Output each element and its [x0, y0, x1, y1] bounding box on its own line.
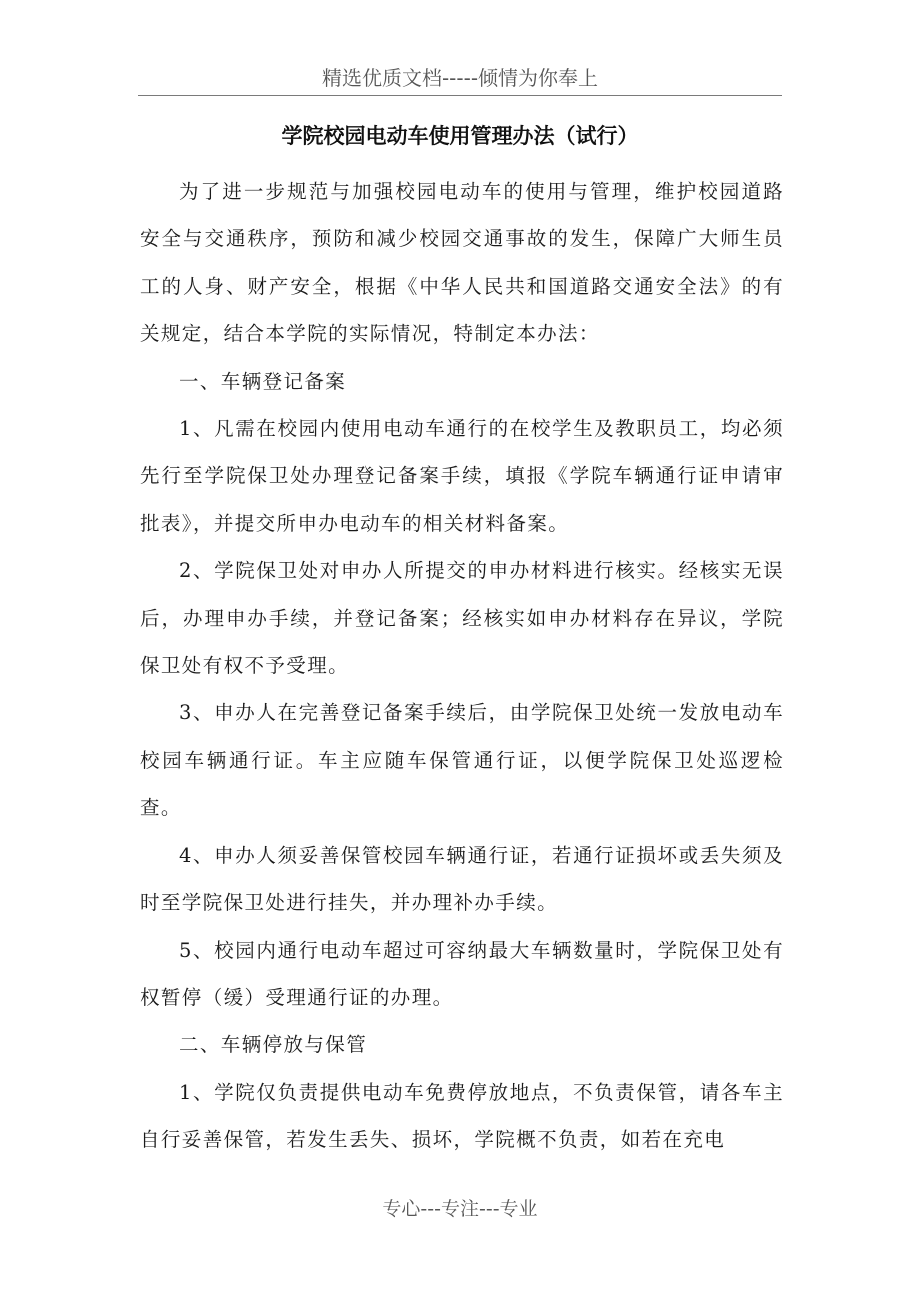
clause-paragraph: 4、申办人须妥善保管校园车辆通行证，若通行证损坏或丢失须及时至学院保卫处进行挂失，并办理补办手续。: [140, 843, 784, 915]
header-divider: [138, 95, 782, 96]
page-footer: 专心---专注---专业: [382, 1198, 538, 1220]
document-title: 学院校园电动车使用管理办法（试行）: [281, 124, 639, 148]
document-body: [140, 168, 784, 1164]
clause-paragraph: 1、学院仅负责提供电动车免费停放地点，不负责保管，请各车主自行妥善保管，若发生丢失、损坏，学院概不负责，如若在充电: [140, 1080, 784, 1152]
clause-paragraph: 5、校园内通行电动车超过可容纳最大车辆数量时，学院保卫处有权暂停（缓）受理通行证的办理。: [140, 938, 784, 1009]
section-heading-registration: 一、车辆登记备案: [179, 369, 347, 393]
section-heading-parking: 二、车辆停放与保管: [179, 1033, 368, 1057]
page-header: 精选优质文档-----倾情为你奉上: [321, 66, 599, 90]
intro-paragraph: 为了进一步规范与加强校园电动车的使用与管理，维护校园道路安全与交通秩序，预防和减少校园交通事故的发生，保障广大师生员工的人身、财产安全，根据《中华人民共和国道路交通安全法》的有关规定，结合本学院的实际情况，特制定本办法：: [140, 180, 784, 346]
clause-paragraph: 2、学院保卫处对申办人所提交的申办材料进行核实。经核实无误后，办理申办手续，并登记备案；经核实如申办材料存在异议，学院保卫处有权不予受理。: [140, 559, 784, 678]
clause-paragraph: 3、申办人在完善登记备案手续后，由学院保卫处统一发放电动车校园车辆通行证。车主应随车保管通行证，以便学院保卫处巡逻检查。: [140, 701, 784, 820]
clause-paragraph: 1、凡需在校园内使用电动车通行的在校学生及教职员工，均必须先行至学院保卫处办理登记备案手续，填报《学院车辆通行证申请审批表》，并提交所申办电动车的相关材料备案。: [140, 417, 784, 535]
